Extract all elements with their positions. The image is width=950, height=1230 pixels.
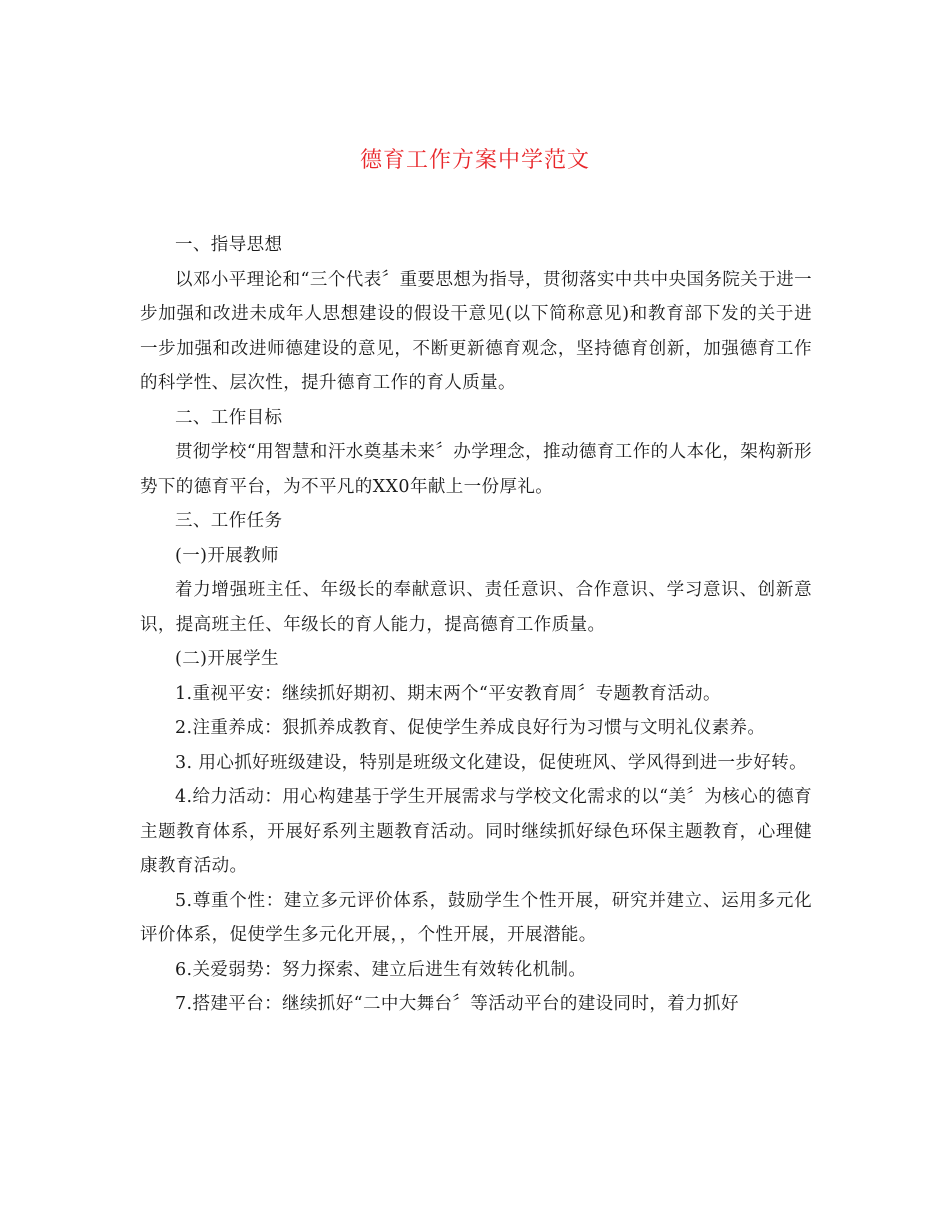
list-item-class-building: 3. 用心抓好班级建设，特别是班级文化建设，促使班风、学风得到进一步好转。 (175, 752, 808, 773)
subheading-students: (二)开展学生 (175, 649, 279, 669)
paragraph-work-goals: 贯彻学校“用智慧和汗水奠基未来〞办学理念，推动德育工作的人本化，架构新形势下的德育平台，为不平凡的XX0年献上一份厚礼。 (140, 442, 812, 497)
document-body (140, 228, 812, 1022)
list-item-activities: 4.给力活动：用心构建基于学生开展需求与学校文化需求的以“美〞为核心的德育主题教育体系，开展好系列主题教育活动。同时继续抓好绿色环保主题教育，心理健康教育活动。 (140, 787, 812, 876)
list-item-individuality: 5.尊重个性：建立多元评价体系，鼓励学生个性开展，研究并建立、运用多元化评价体系，促使学生多元化开展，，个性开展，开展潜能。 (140, 890, 812, 945)
paragraph-guiding-ideology: 以邓小平理论和“三个代表〞重要思想为指导，贯彻落实中共中央国务院关于进一步加强和改进未成年人思想建设的假设干意见(以下简称意见)和教育部下发的关于进一步加强和改进师德建设的意见，不断更新德育观念，坚持德育创新，加强德育工作的科学性、层次性，提升德育工作的育人质量。 (140, 269, 812, 393)
list-item-safety: 1.重视平安：继续抓好期初、期末两个“平安教育周〞专题教育活动。 (175, 683, 721, 704)
list-item-habits: 2.注重养成：狠抓养成教育、促使学生养成良好行为习惯与文明礼仪素养。 (175, 718, 766, 738)
list-item-platform: 7.搭建平台：继续抓好“二中大舞台〞等活动平台的建设同时，着力抓好 (175, 994, 739, 1014)
section-heading-work-goals: 二、工作目标 (175, 407, 283, 428)
section-heading-guiding-ideology: 一、指导思想 (175, 235, 283, 255)
list-item-care-for-weak: 6.关爱弱势：努力探索、建立后进生有效转化机制。 (175, 959, 587, 980)
document-title: 德育工作方案中学范文 (359, 148, 590, 173)
paragraph-teachers: 着力增强班主任、年级长的奉献意识、责任意识、合作意识、学习意识、创新意识，提高班主任、年级长的育人能力，提高德育工作质量。 (140, 580, 812, 635)
section-heading-work-tasks: 三、工作任务 (175, 511, 283, 531)
subheading-teachers: (一)开展教师 (175, 545, 279, 566)
